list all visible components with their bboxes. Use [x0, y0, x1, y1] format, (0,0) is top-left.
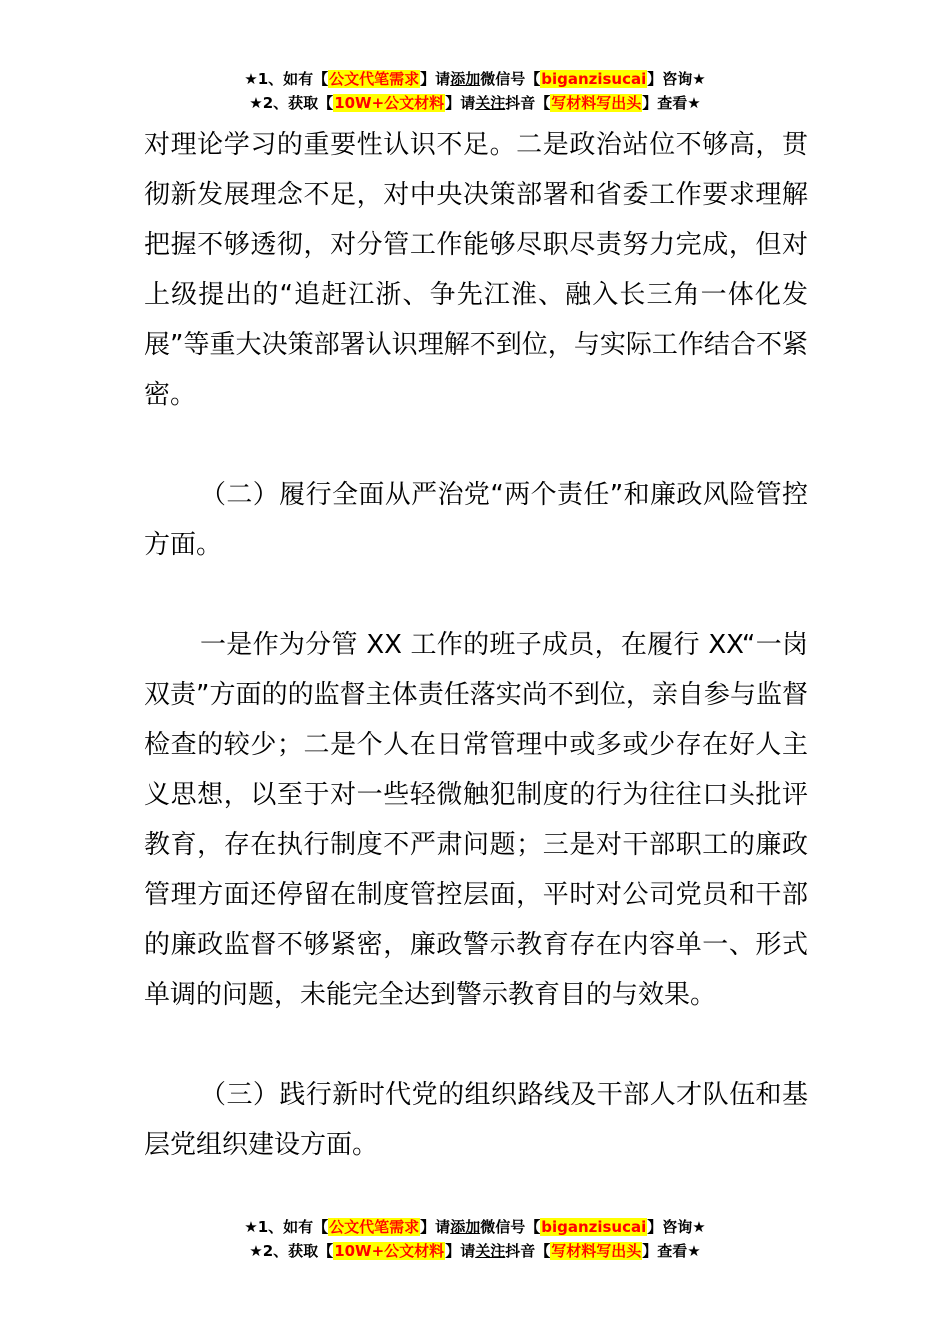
paragraph-1: 对理论学习的重要性认识不足。二是政治站位不够高，贯彻新发展理念不足，对中央决策部署和省委工作要求理解把握不够透彻，对分管工作能够尽职尽责努力完成，但对上级提出的“追赶江浙、争先江淮、融入长三角一体化发展”等重大决策部署认识理解不到位，与实际工作结合不紧密。: [144, 130, 808, 410]
highlight-materials: 10W+公文材料: [334, 94, 445, 112]
highlight-wechat-id: biganzisucai: [541, 70, 647, 88]
section-heading-3: （三）践行新时代党的组织路线及干部人才队伍和基层党组织建设方面。: [144, 1080, 808, 1160]
section-heading-2: （二）履行全面从严治党“两个责任”和廉政风险管控方面。: [144, 480, 808, 560]
footer-banner: [0, 1215, 950, 1263]
banner-line-2: ★2、获取【10W+公文材料】请关注抖音【写材料写出头】查看★: [249, 94, 701, 112]
highlight-service: 公文代笔需求: [329, 70, 420, 88]
document-body: [144, 120, 808, 1170]
highlight-douyin: 写材料写出头: [551, 1242, 642, 1260]
highlight-service: 公文代笔需求: [329, 1218, 420, 1236]
paragraph-2: 一是作为分管 XX 工作的班子成员，在履行 XX“一岗双责”方面的的监督主体责任落实尚不到位，亲自参与监督检查的较少；二是个人在日常管理中或多或少存在好人主义思想，以至于对一些轻微触犯制度的行为往往口头批评教育，存在执行制度不严肃问题；三是对干部职工的廉政管理方面还停留在制度管控层面，平时对公司党员和干部的廉政监督不够紧密，廉政警示教育存在内容单一、形式单调的问题，未能完全达到警示教育目的与效果。: [144, 630, 808, 1010]
banner-line-1: ★1、如有【公文代笔需求】请添加微信号【biganzisucai】咨询★: [244, 1218, 706, 1236]
paragraph-gap: [144, 570, 808, 620]
paragraph-gap: [144, 1020, 808, 1070]
highlight-materials: 10W+公文材料: [334, 1242, 445, 1260]
banner-line-2: ★2、获取【10W+公文材料】请关注抖音【写材料写出头】查看★: [249, 1242, 701, 1260]
highlight-wechat-id: biganzisucai: [541, 1218, 647, 1236]
banner-line-1: ★1、如有【公文代笔需求】请添加微信号【biganzisucai】咨询★: [244, 70, 706, 88]
header-banner: [0, 67, 950, 115]
paragraph-gap: [144, 420, 808, 470]
highlight-douyin: 写材料写出头: [551, 94, 642, 112]
